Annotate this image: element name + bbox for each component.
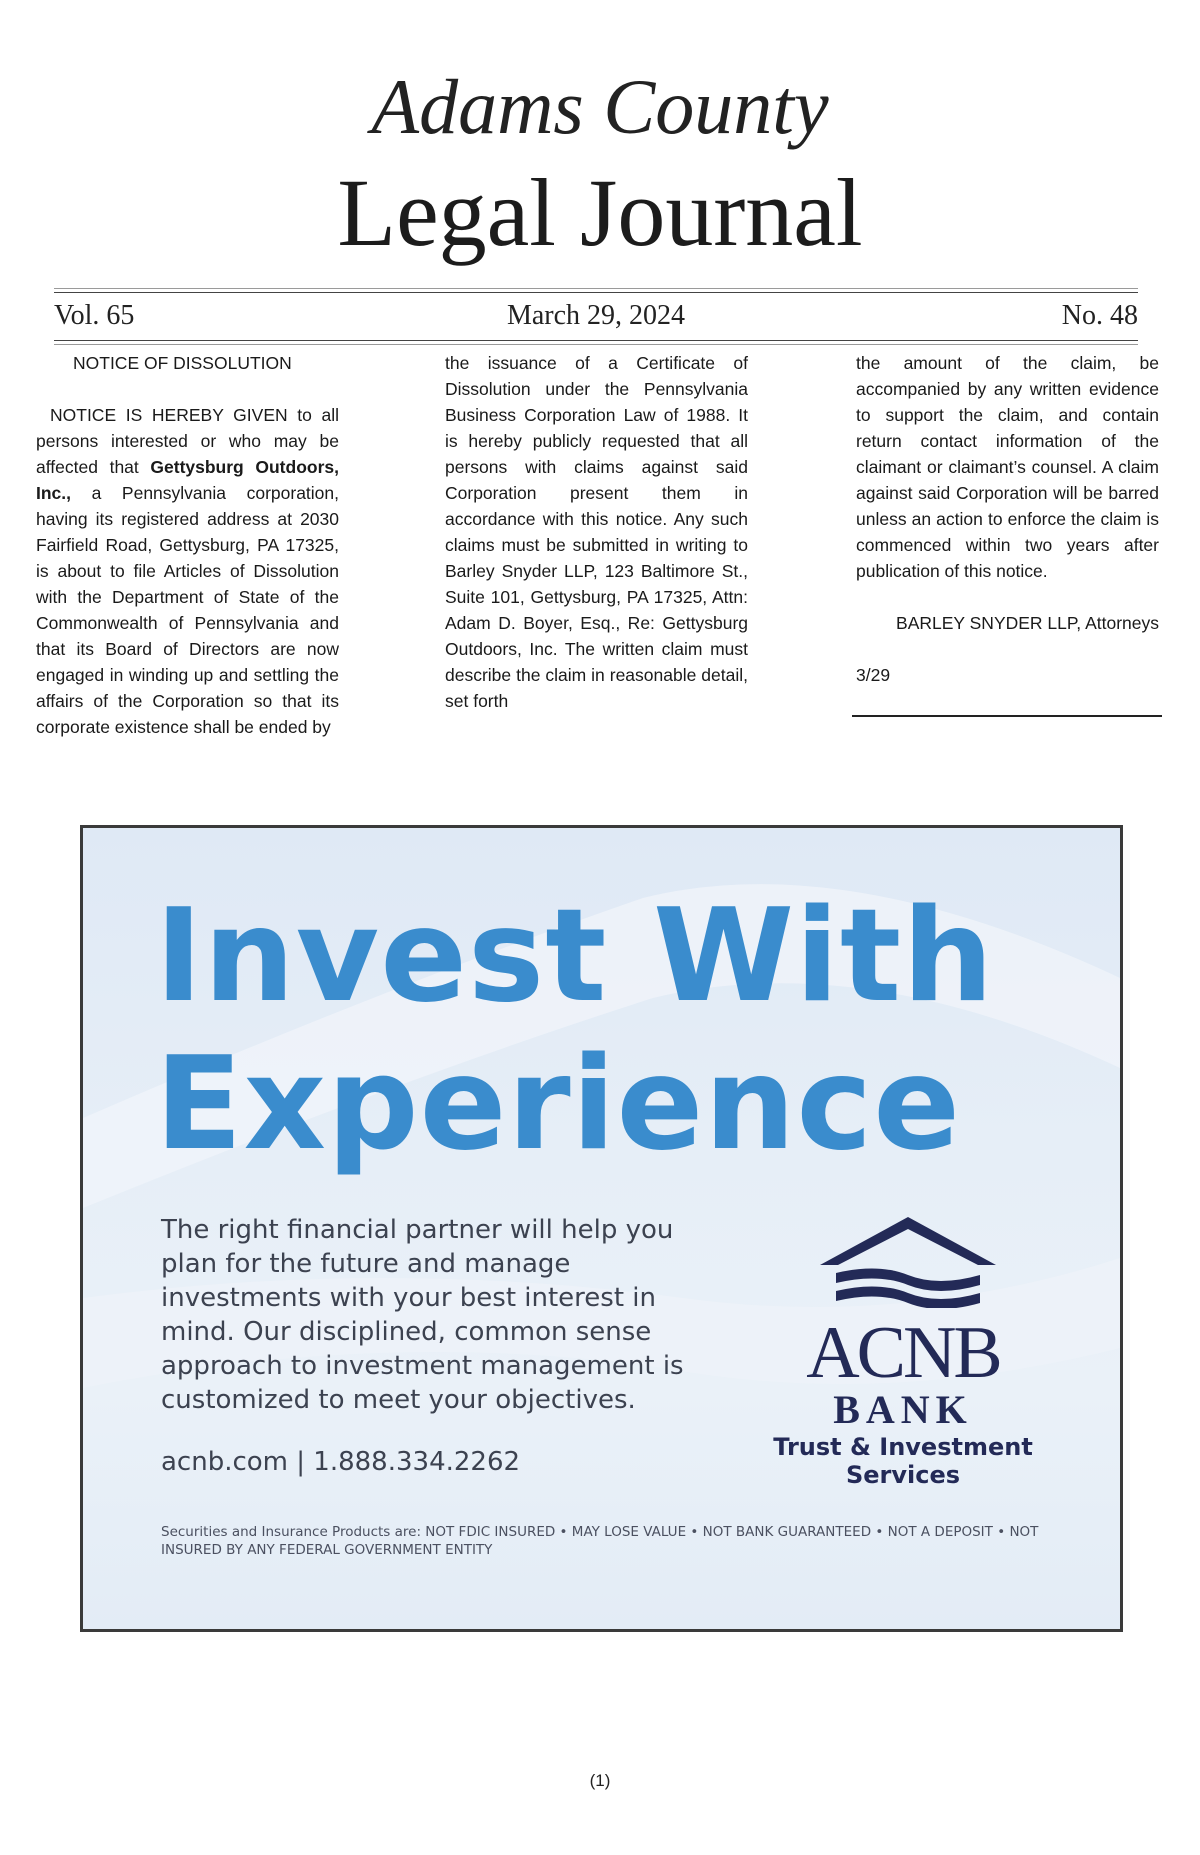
bank-roof-icon: [818, 1213, 998, 1308]
notice-paragraph-3: the amount of the claim, be accompanied by any written evidence to support the claim, and contain return contact information of the claimant or claimant’s counsel. A claim against said Corporation will be barred unless an action to enforce the claim is commenced within two years after publication of this notice.: [856, 353, 1159, 581]
issue-number: No. 48: [1061, 300, 1138, 331]
notice-column-1: [36, 350, 339, 740]
issue-date: March 29, 2024: [506, 300, 686, 331]
ad-body-text: The right financial partner will help you plan for the future and manage investments with your best interest in mind. Our disciplined, common sense approach to investment management is customized to meet your objectives.: [161, 1215, 684, 1415]
logo-bank-label: BANK: [833, 1387, 973, 1432]
header-rule-bottom: [54, 340, 1138, 341]
ad-headline-line-2: Experience: [155, 1030, 962, 1179]
notice-end-rule: [852, 715, 1162, 717]
notice-paragraph-2: the issuance of a Certificate of Dissolution under the Pennsylvania Business Corporation Law of 1988. It is hereby publicly requested that all persons with claims against said Corporation present them in accordance with this notice. Any such claims must be submitted in writing to Barley Snyder LLP, 123 Baltimore St., Suite 101, Gettysburg, PA 17325, Attn: Adam D. Boyer, Esq., Re: Gettysburg Outdoors, Inc. The written claim must describe the claim in reasonable detail, set forth: [445, 353, 748, 711]
notice-column-2: [445, 350, 748, 714]
company-name: Gettysburg Outdoors, Inc.,: [36, 457, 339, 503]
masthead-title-line1: Adams County: [371, 63, 829, 150]
header-rule-bottom-inner: [54, 344, 1138, 345]
issue-volume: Vol. 65: [54, 300, 135, 331]
page-number: (1): [589, 1771, 611, 1790]
logo-subtitle-line-1: Trust & Investment: [773, 1433, 1033, 1461]
notice-column-3: [856, 350, 1159, 688]
logo-subtitle: [743, 1433, 1063, 1489]
ad-contact-line: acnb.com | 1.888.334.2262: [161, 1447, 521, 1477]
logo-subtitle-line-2: Services: [845, 1461, 961, 1489]
masthead-title-line2: Legal Journal: [337, 159, 863, 266]
logo-wordmark: ACNB: [806, 1312, 1000, 1394]
ad-headline-line-1: Invest With: [155, 882, 995, 1031]
header-rule-top: [54, 288, 1138, 289]
header-rule-top-inner: [54, 292, 1138, 293]
notice-date-stamp: 3/29: [856, 665, 891, 685]
notice-text: NOTICE IS HEREBY GIVEN to all persons interested or who may be affected that: [36, 405, 339, 477]
notice-signature: BARLEY SNYDER LLP, Attorneys: [896, 613, 1159, 633]
notice-paragraph-1: [36, 402, 339, 740]
notice-heading: NOTICE OF DISSOLUTION: [73, 353, 292, 373]
notice-text: a Pennsylvania corporation, having its registered address at 2030 Fairfield Road, Gettysburg, PA 17325, is about to file Articles of Dissolution with the Department of State of the Commonwealth of Pennsylvania and that its Board of Directors are now engaged in winding up and settling the affairs of the Corporation so that its corporate existence shall be ended by: [36, 483, 339, 737]
acnb-logo: [773, 1213, 1068, 1503]
issue-info-bar: [54, 298, 1138, 334]
ad-headline: [155, 883, 1055, 1179]
acnb-advertisement: [80, 825, 1123, 1632]
ad-disclaimer: Securities and Insurance Products are: NOT FDIC INSURED • MAY LOSE VALUE • NOT BANK GUARANTEED • NOT A DEPOSIT • NOT INSURED BY ANY FEDERAL GOVERNMENT ENTITY: [161, 1524, 1039, 1558]
